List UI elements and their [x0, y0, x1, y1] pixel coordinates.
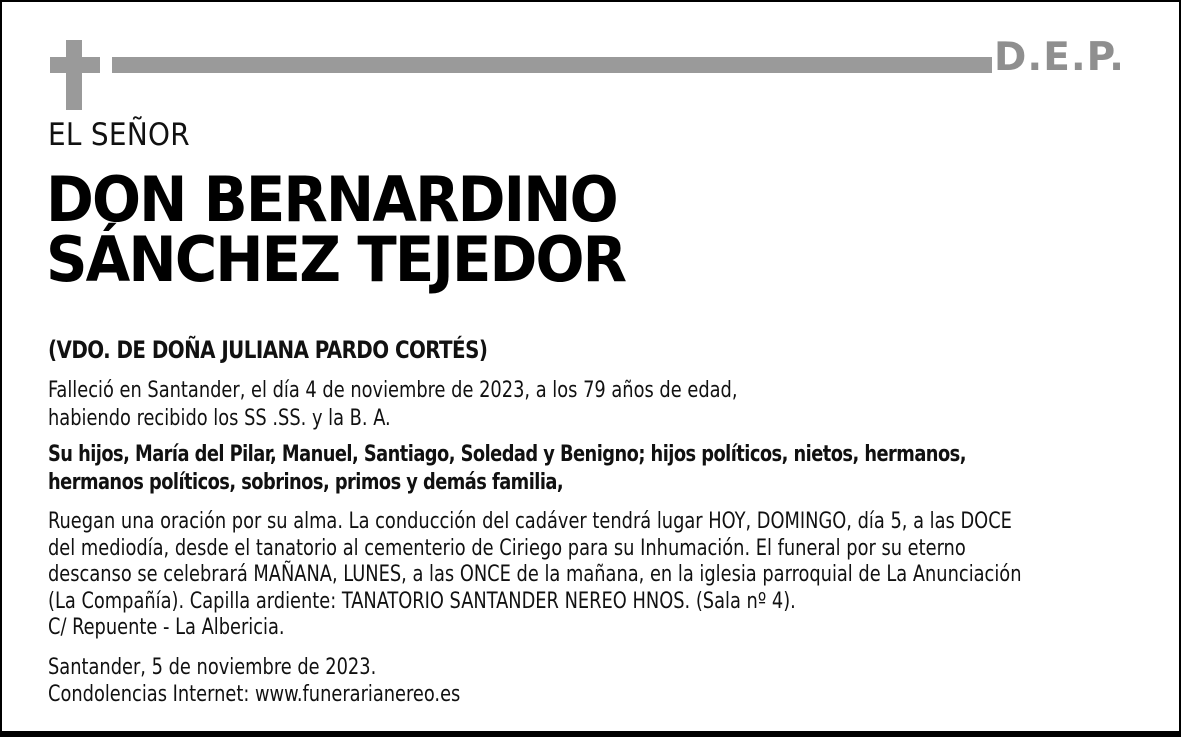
- family-line: Su hijos, María del Pilar, Manuel, Santiago, Soledad y Benigno; hijos políticos, nietos, hermanos,: [48, 442, 966, 467]
- closing: [48, 654, 460, 708]
- name-line-1: DON BERNARDINO: [46, 163, 617, 236]
- service-line: descanso se celebrará MAÑANA, LUNES, a las ONCE de la mañana, en la iglesia parroquial de La Anunciación: [48, 562, 1022, 587]
- family-list: [48, 441, 966, 497]
- death-line: habiendo recibido los SS .SS. y la B. A.: [48, 406, 391, 431]
- condolences-link[interactable]: Condolencias Internet: www.funerarianereo.es: [48, 682, 461, 707]
- service-line: (La Compañía). Capilla ardiente: TANATORIO SANTANDER NEREO HNOS. (Sala nº 4).: [48, 588, 796, 614]
- death-line: Falleció en Santander, el día 4 de noviembre de 2023, a los 79 años de edad,: [48, 378, 738, 403]
- death-details: [48, 377, 738, 433]
- family-line: hermanos políticos, sobrinos, primos y demás familia,: [48, 470, 564, 495]
- widower-of: (VDO. DE DOÑA JULIANA PARDO CORTÉS): [48, 336, 488, 364]
- honorific-title: EL SEÑOR: [48, 117, 190, 153]
- service-line: C/ Repuente - La Albericia.: [48, 615, 285, 640]
- service-line: Ruegan una oración por su alma. La conducción del cadáver tendrá lugar HOY, DOMINGO, día 5, a las DOCE: [48, 509, 1012, 534]
- dep-label: D.E.P.: [994, 35, 1125, 80]
- header-rule: [112, 57, 992, 73]
- cross-icon: [66, 40, 82, 110]
- deceased-name: [46, 163, 626, 296]
- place-date: Santander, 5 de noviembre de 2023.: [48, 655, 377, 680]
- service-line: del mediodía, desde el tanatorio al cementerio de Ciriego para su Inhumación. El funeral por su eterno: [48, 535, 966, 561]
- name-line-2: SÁNCHEZ TEJEDOR: [46, 223, 626, 296]
- cross-icon-bar: [50, 57, 100, 73]
- service-details: [48, 509, 1021, 642]
